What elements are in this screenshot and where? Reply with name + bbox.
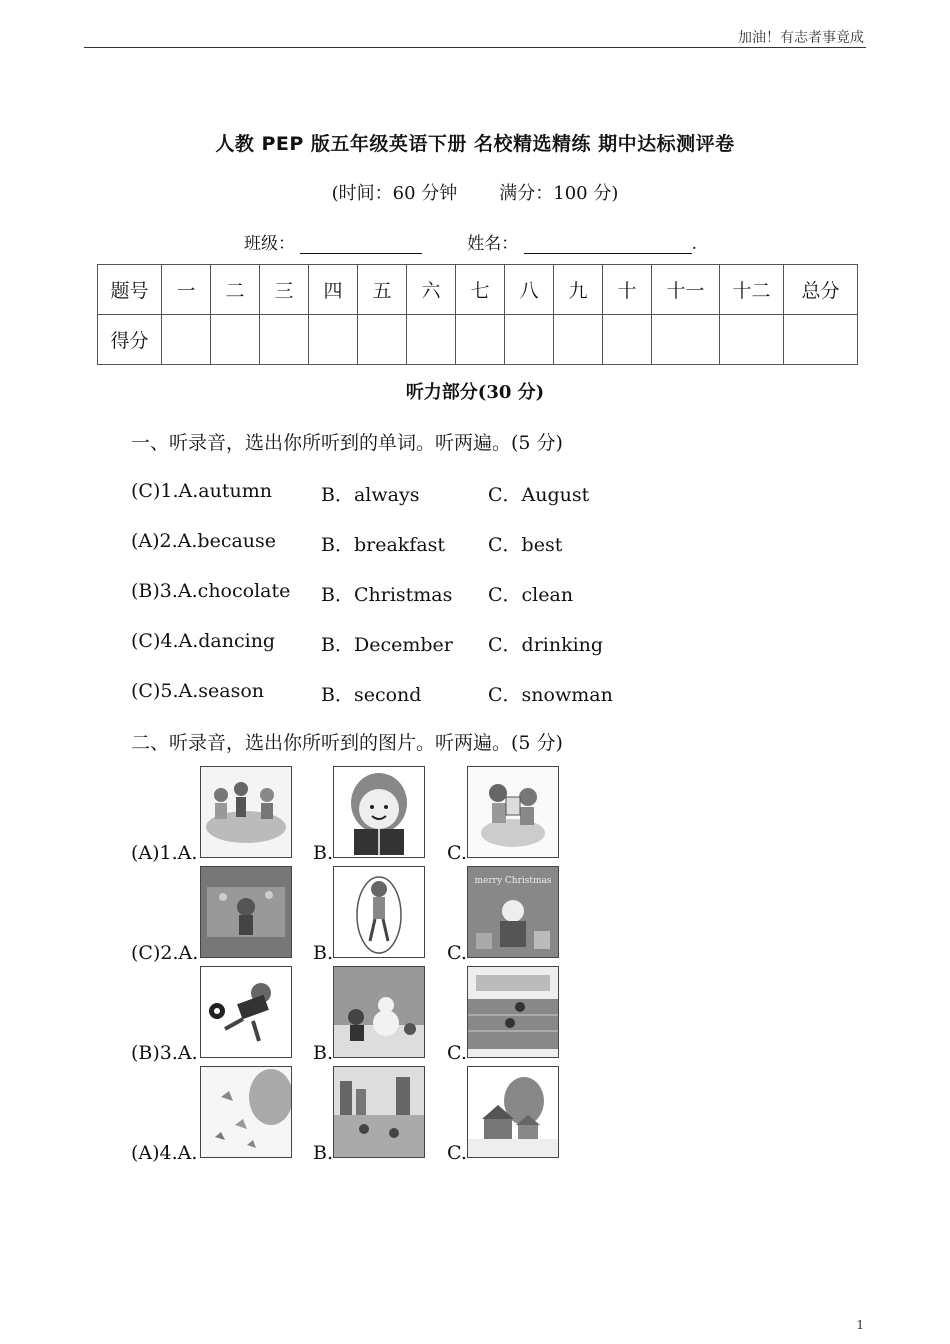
name-end: . xyxy=(691,234,698,254)
question-option-c: C．snowman xyxy=(488,684,613,706)
question-option-c: C．August xyxy=(488,484,590,506)
question-option-a: (C)1.A.autumn xyxy=(131,480,272,502)
girl-reading-picture[interactable] xyxy=(333,766,425,858)
table-cell: 三 xyxy=(260,265,309,315)
kids-drawing-picture[interactable] xyxy=(467,766,559,858)
name-label: 姓名： xyxy=(467,234,519,254)
question-label: B. xyxy=(313,1142,334,1164)
autumn-leaves-picture[interactable] xyxy=(200,1066,292,1158)
question-label: C. xyxy=(447,1042,467,1064)
christmas-card-text: merry Christmas xyxy=(474,876,552,886)
table-cell: 六 xyxy=(407,265,456,315)
score-table-score-row xyxy=(98,315,858,365)
question-option-b: B．breakfast xyxy=(321,534,446,556)
christmas-card-picture[interactable] xyxy=(467,866,559,958)
header-motto: 加油！有志者事竟成 xyxy=(738,30,864,46)
class-label: 班级： xyxy=(244,234,295,254)
score-cell[interactable] xyxy=(407,315,456,365)
table-cell: 十二 xyxy=(720,265,784,315)
table-cell: 一 xyxy=(162,265,211,315)
time-limit: (时间：60 分钟 xyxy=(331,183,458,204)
question-option-c: C．clean xyxy=(488,584,574,606)
question-label: C. xyxy=(447,942,467,964)
score-cell[interactable] xyxy=(554,315,603,365)
swimming-pool-picture[interactable] xyxy=(467,966,559,1058)
question-option-a: (A)2.A.because xyxy=(131,530,277,552)
kids-playing-picture[interactable] xyxy=(200,766,292,858)
table-cell: 四 xyxy=(309,265,358,315)
question-label: B. xyxy=(313,842,334,864)
question-option-a: (B)3.A.chocolate xyxy=(131,580,291,602)
page-title: 人教 PEP 版五年级英语下册 名校精选精练 期中达标测评卷 xyxy=(215,133,735,155)
score-cell[interactable] xyxy=(505,315,554,365)
table-cell: 总分 xyxy=(784,265,858,315)
class-blank[interactable] xyxy=(300,233,422,254)
question-label: (B)3.A. xyxy=(131,1042,198,1064)
spring-park-picture[interactable] xyxy=(333,1066,425,1158)
score-table xyxy=(97,264,858,365)
name-blank[interactable] xyxy=(524,233,692,254)
question-label: C. xyxy=(447,1142,467,1164)
table-cell: 八 xyxy=(505,265,554,315)
picture-question-row xyxy=(131,766,591,864)
score-cell[interactable] xyxy=(456,315,505,365)
question-option-b: B．second xyxy=(321,684,422,706)
full-score: 满分：100 分) xyxy=(499,183,619,204)
question-option-a: (C)4.A.dancing xyxy=(131,630,276,652)
table-cell: 五 xyxy=(358,265,407,315)
student-info xyxy=(244,229,697,254)
score-cell[interactable] xyxy=(358,315,407,365)
table-cell: 九 xyxy=(554,265,603,315)
question-option-b: B．December xyxy=(321,634,453,656)
question-label: (C)2.A. xyxy=(131,942,199,964)
score-cell[interactable] xyxy=(260,315,309,365)
question-label: B. xyxy=(313,1042,334,1064)
kids-celebrating-picture[interactable] xyxy=(200,866,292,958)
question-option-b: B．always xyxy=(321,484,420,506)
question-label: B. xyxy=(313,942,334,964)
table-cell: 十 xyxy=(603,265,652,315)
score-cell[interactable] xyxy=(309,315,358,365)
picture-question-row xyxy=(131,966,591,1064)
section-title: 听力部分(30 分) xyxy=(405,382,545,403)
score-table-header-row xyxy=(98,265,858,315)
score-cell[interactable] xyxy=(211,315,260,365)
part2-heading: 二、听录音，选出你所听到的图片。听两遍。(5 分) xyxy=(131,732,563,754)
table-cell: 得分 xyxy=(98,315,162,365)
score-cell[interactable] xyxy=(784,315,858,365)
question-option-c: C．drinking xyxy=(488,634,604,656)
table-cell: 十一 xyxy=(652,265,720,315)
page-number: 1 xyxy=(856,1318,864,1332)
table-cell: 题号 xyxy=(98,265,162,315)
score-cell[interactable] xyxy=(652,315,720,365)
question-option-b: B．Christmas xyxy=(321,584,453,606)
score-cell[interactable] xyxy=(603,315,652,365)
girl-jumping-rope-picture[interactable] xyxy=(333,866,425,958)
header-rule xyxy=(84,47,866,48)
question-label: C. xyxy=(447,842,467,864)
exam-subtitle xyxy=(0,179,950,205)
question-label: (A)4.A. xyxy=(131,1142,198,1164)
score-cell[interactable] xyxy=(720,315,784,365)
table-cell: 二 xyxy=(211,265,260,315)
question-option-a: (C)5.A.season xyxy=(131,680,264,702)
picture-question-row xyxy=(131,866,591,964)
question-option-c: C．best xyxy=(488,534,563,556)
building-snowman-picture[interactable] xyxy=(333,966,425,1058)
score-cell[interactable] xyxy=(162,315,211,365)
winter-house-picture[interactable] xyxy=(467,1066,559,1158)
picture-question-row xyxy=(131,1066,591,1164)
question-label: (A)1.A. xyxy=(131,842,198,864)
table-cell: 七 xyxy=(456,265,505,315)
part1-heading: 一、听录音，选出你所听到的单词。听两遍。(5 分) xyxy=(131,432,563,454)
boy-playing-football-picture[interactable] xyxy=(200,966,292,1058)
